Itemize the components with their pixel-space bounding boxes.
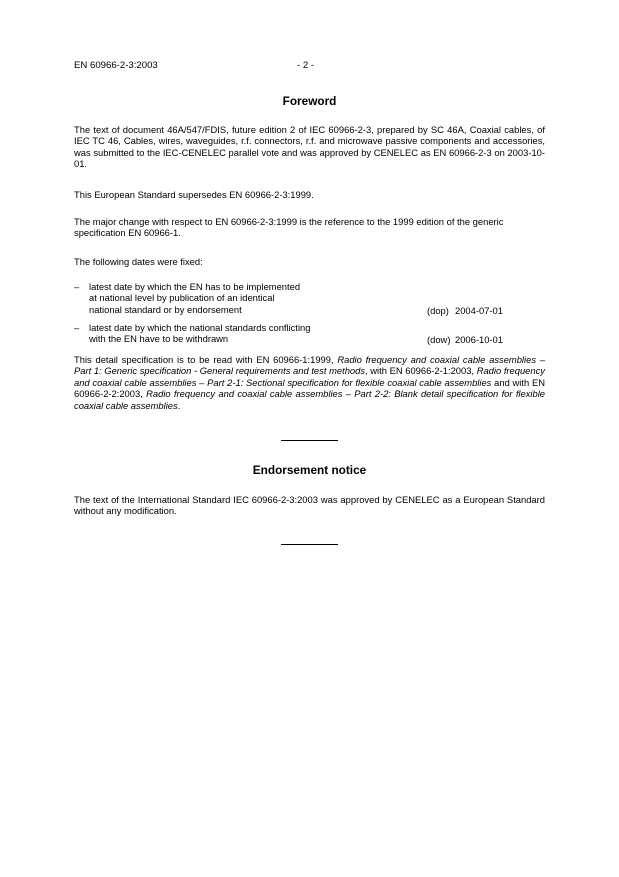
date-item-dash: –: [74, 281, 80, 292]
date-item-line: latest date by which the national standards conflicting: [89, 322, 311, 333]
date-item-line: at national level by publication of an identical: [89, 292, 275, 304]
p5-text-2: , with EN 60966-2-1:2003,: [365, 365, 477, 377]
date-item-line: with the EN have to be withdrawn: [89, 333, 229, 345]
foreword-title: Foreword: [282, 94, 337, 108]
date-item-line: latest date by which the EN has to be implemented: [89, 281, 301, 292]
dow-code: (dow): [427, 334, 451, 345]
endorsement-title: Endorsement notice: [252, 463, 367, 477]
separator-line: [281, 440, 338, 441]
p5-italic-3: Radio frequency and coaxial cable assemblies – Part 2-2: Blank detail specification for flexible coaxial cable assemblies: [74, 388, 546, 411]
p5-italic-2: Radio frequency and coaxial cable assemblies – Part 2-1: Sectional specification for flexible coaxial cable assemblies: [74, 365, 545, 388]
foreword-paragraph-2: This European Standard supersedes EN 60966-2-3:1999.: [74, 189, 314, 200]
foreword-paragraph-4: The following dates were fixed:: [74, 256, 203, 267]
foreword-paragraph-1: The text of document 46A/547/FDIS, future edition 2 of IEC 60966-2-3, prepared by SC 46A, Coaxial cables, of IEC TC 46, Cables, wires, waveguides, r.f. connectors, r.f. and microwave passive components and accessories, was submitted to the IEC-CENELEC parallel vote and was approved by CENELEC as EN 60966-2-3 on 2003-10-01.: [74, 124, 545, 170]
p5-text-4: .: [177, 399, 181, 411]
date-item-dow-text: [89, 322, 389, 345]
dop-code: (dop): [427, 305, 449, 316]
foreword-paragraph-5: [74, 354, 545, 411]
foreword-paragraph-3: The major change with respect to EN 60966-2-3:1999 is the reference to the 1999 edition of the generic specification EN 60966-1.: [74, 216, 504, 239]
header-page-number: - 2 -: [297, 60, 315, 71]
separator-line: [281, 544, 338, 545]
p5-text-3: and with EN 60966-2-2:2003,: [74, 376, 545, 400]
endorsement-paragraph: The text of the International Standard IEC 60966-2-3:2003 was approved by CENELEC as a European Standard without any modification.: [74, 494, 545, 517]
date-item-dash: –: [74, 322, 80, 333]
date-item-dop-text: [89, 281, 389, 315]
p5-text-1: This detail specification is to be read with EN 60966-1:1999,: [74, 354, 338, 365]
date-item-line: national standard or by endorsement: [89, 303, 242, 315]
p5-italic-1: Radio frequency and coaxial cable assemblies – Part 1: Generic specification - General requirements and test methods: [74, 354, 545, 377]
dop-date: 2004-07-01: [455, 305, 503, 316]
dow-date: 2006-10-01: [455, 334, 503, 345]
header-doc-id: EN 60966-2-3:2003: [74, 60, 158, 71]
